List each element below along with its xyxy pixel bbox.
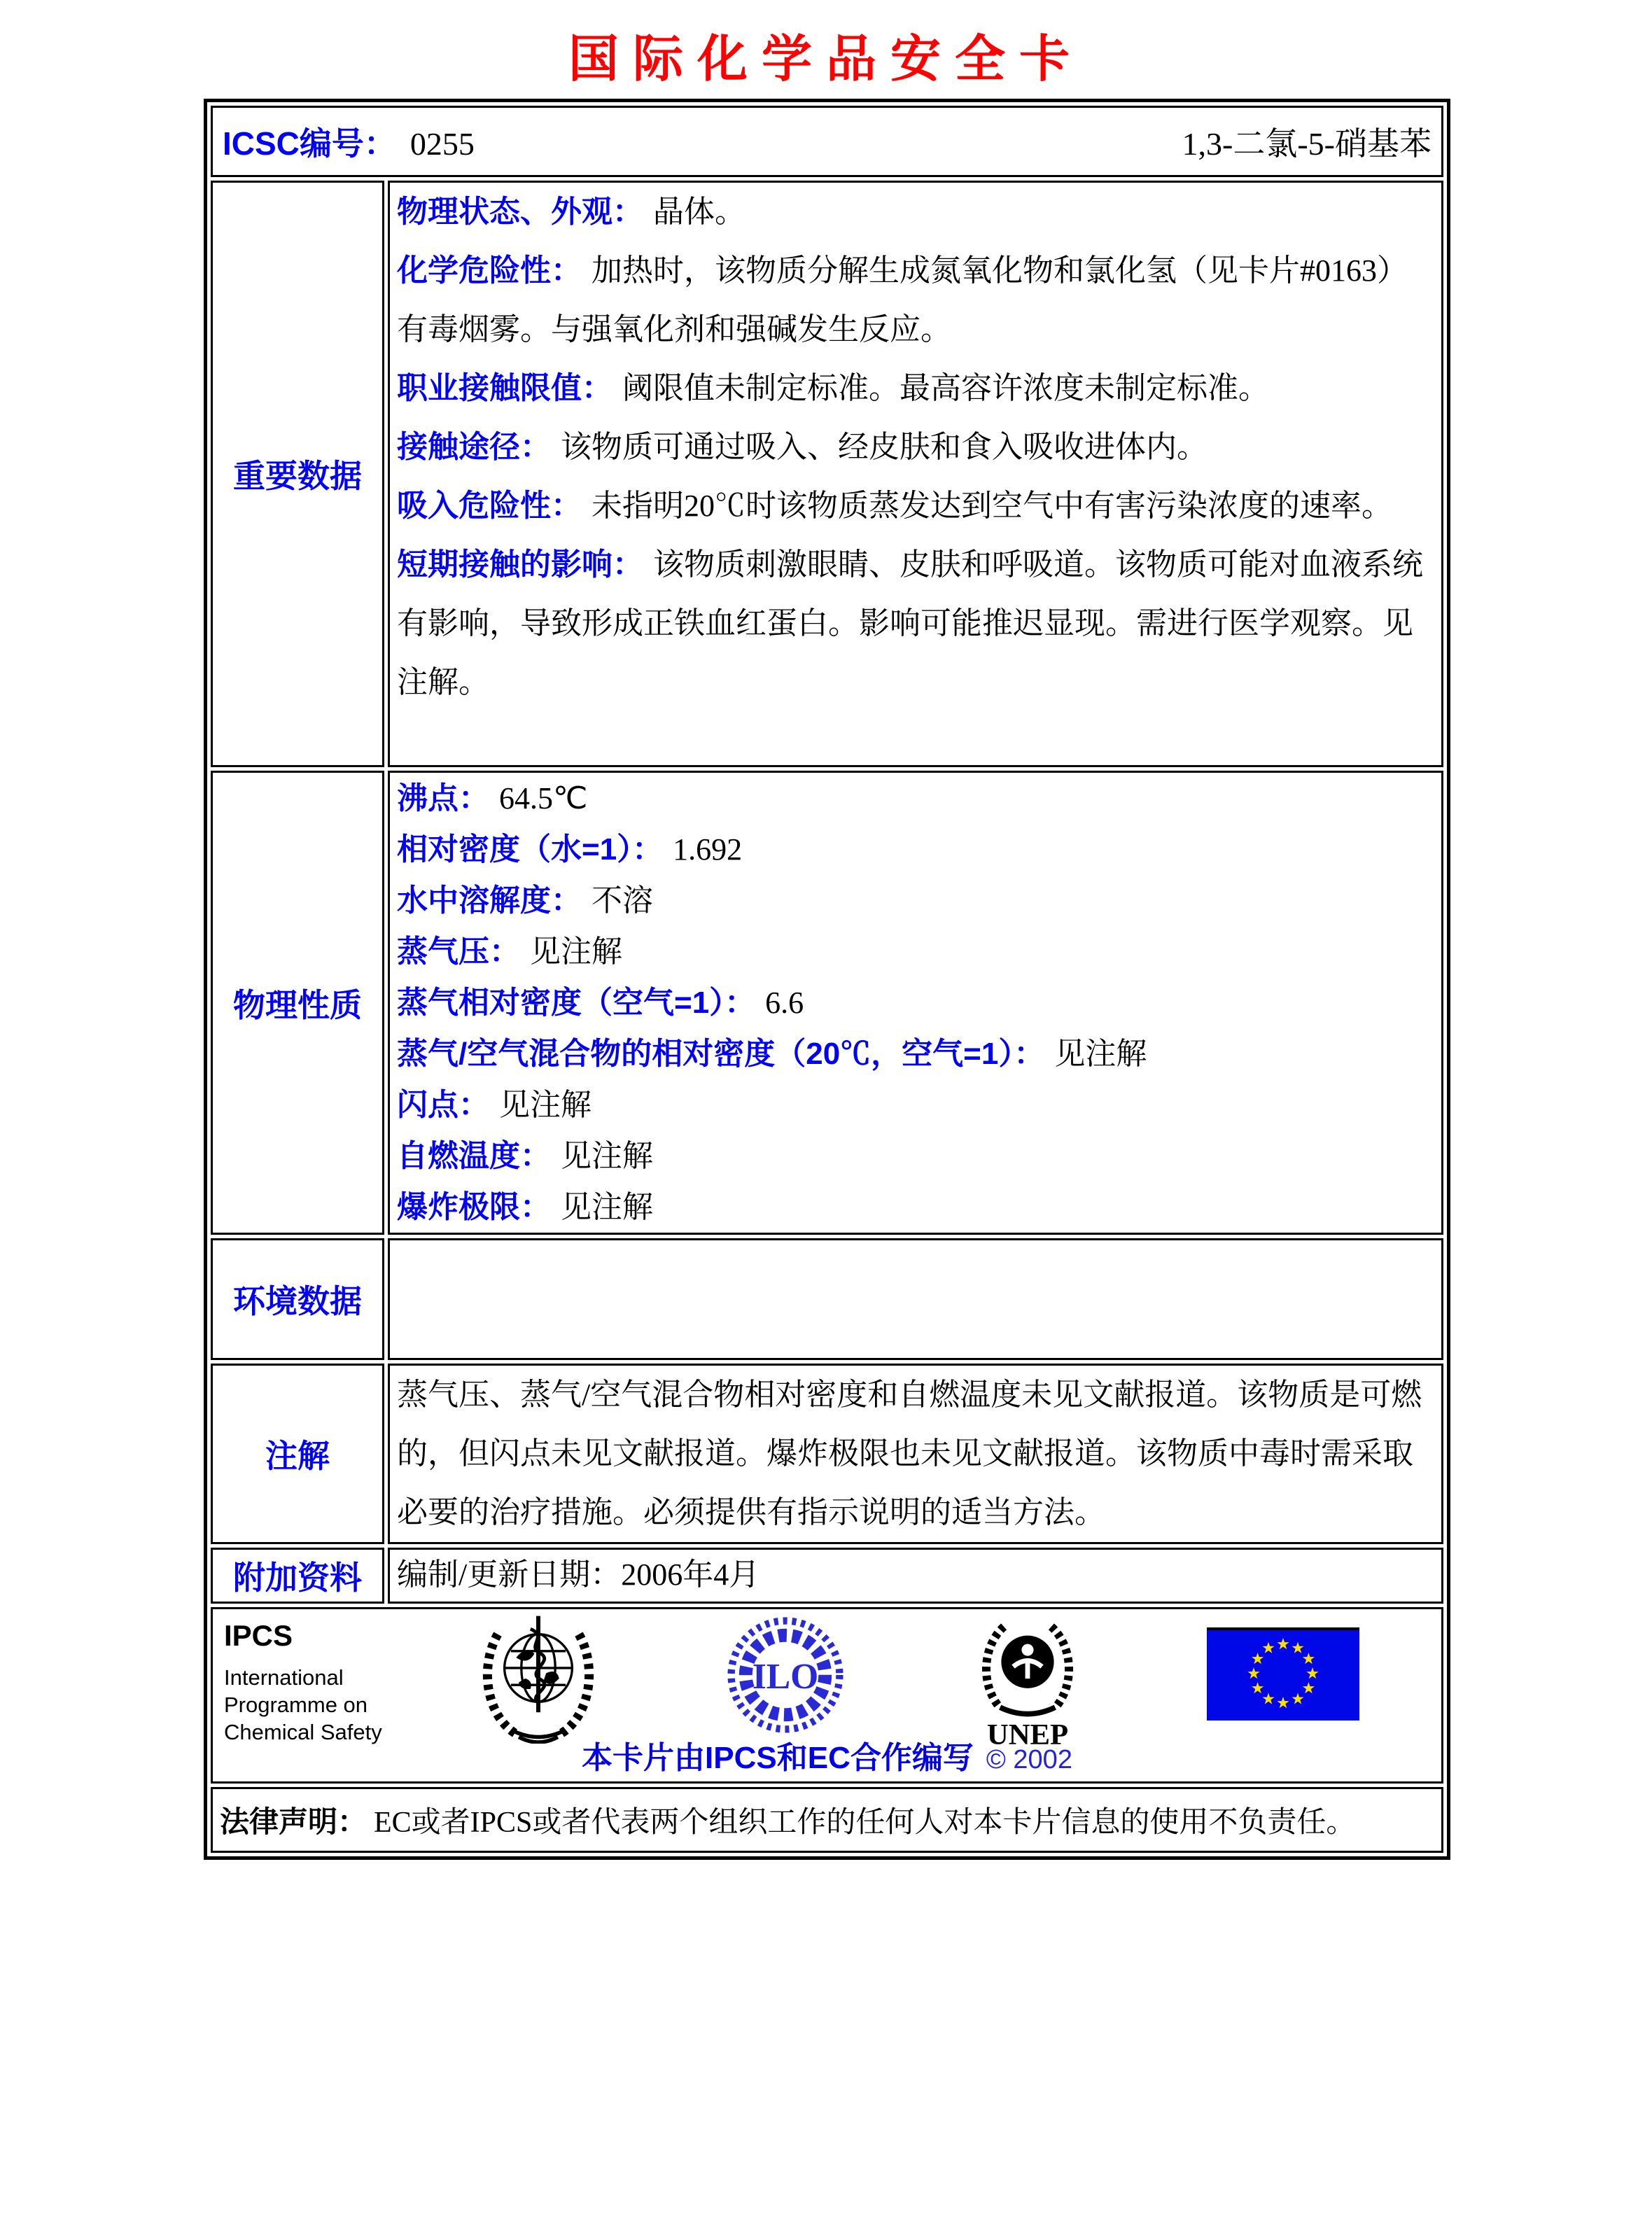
field-vapor-air-mixture-density [397, 1028, 1436, 1079]
environmental-data-content [388, 1238, 1443, 1360]
field-label: 蒸气相对密度（空气=1）： [397, 986, 756, 1020]
field-label: 化学危险性： [397, 253, 582, 288]
legal-row [211, 1787, 1443, 1853]
field-label: 接触途径： [397, 430, 551, 464]
field-value: 64.5℃ [499, 781, 588, 815]
legal-cell [211, 1787, 1443, 1853]
section-label-important-data: 重要数据 [211, 181, 384, 767]
notes-content [388, 1364, 1443, 1544]
important-data-row [211, 181, 1443, 767]
ipcs-acronym: IPCS [224, 1619, 293, 1652]
footer-row [211, 1607, 1443, 1784]
section-label-physical-properties: 物理性质 [211, 771, 384, 1235]
field-label: 物理状态、外观： [397, 195, 643, 229]
field-value: 该物质刺激眼睛、皮肤和呼吸道。该物质可能对血液系统有影响，导致形成正铁血红蛋白。影响可能推迟显现。需进行医学观察。见注解。 [397, 547, 1423, 699]
page-title: 国际化学品安全卡 [568, 31, 1084, 87]
field-label: 水中溶解度： [397, 883, 582, 918]
credit-line [213, 1732, 1441, 1777]
ipcs-text-block [224, 1619, 382, 1746]
ipcs-line-3: Chemical Safety [224, 1720, 382, 1744]
icsc-number-label: ICSC编号： [223, 125, 396, 162]
section-label-environmental-data: 环境数据 [211, 1238, 384, 1360]
field-value: 1.692 [673, 832, 743, 867]
field-value: 见注解 [499, 1088, 592, 1122]
field-relative-density [397, 824, 1436, 875]
credit-text: 本卡片由IPCS和EC合作编写 [582, 1741, 974, 1775]
notes-text: 蒸气压、蒸气/空气混合物相对密度和自燃温度未见文献报道。该物质是可燃的，但闪点未见文献报道。爆炸极限也未见文献报道。该物质中毒时需采取必要的治疗措施。必须提供有指示说明的适当方法。 [397, 1378, 1422, 1529]
field-short-term-effects [397, 535, 1436, 712]
field-boiling-point [397, 773, 1436, 824]
ilo-logo-text: ILO [752, 1656, 819, 1697]
additional-info-row [211, 1548, 1443, 1604]
field-label: 蒸气/空气混合物的相对密度（20℃，空气=1）： [397, 1037, 1045, 1071]
field-value: 该物质可通过吸入、经皮肤和食入吸收进体内。 [561, 430, 1208, 464]
field-label: 沸点： [397, 781, 489, 815]
field-explosive-limits [397, 1182, 1436, 1233]
notes-row [211, 1364, 1443, 1544]
field-label: 职业接触限值： [397, 371, 612, 405]
environmental-data-row [211, 1238, 1443, 1360]
field-vapor-pressure [397, 926, 1436, 977]
field-value: 见注解 [561, 1139, 653, 1173]
field-value: 见注解 [1054, 1037, 1147, 1071]
field-routes-of-exposure [397, 418, 1436, 477]
field-value: 晶体。 [653, 195, 746, 229]
legal-text: EC或者IPCS或者代表两个组织工作的任何人对本卡片信息的使用不负责任。 [374, 1807, 1356, 1839]
header-row [211, 106, 1443, 177]
field-label: 闪点： [397, 1088, 489, 1122]
important-data-content [388, 181, 1443, 767]
field-value: 阈限值未制定标准。最高容许浓度未制定标准。 [622, 371, 1269, 405]
unep-logo-icon [967, 1609, 1088, 1749]
field-chemical-hazard [397, 241, 1436, 359]
field-water-solubility [397, 875, 1436, 926]
ilo-logo-icon [725, 1615, 846, 1735]
header-cell [211, 106, 1443, 177]
field-label: 爆炸极限： [397, 1190, 551, 1224]
field-physical-state [397, 183, 1436, 241]
field-label: 相对密度（水=1）： [397, 832, 664, 867]
field-value: 见注解 [561, 1190, 653, 1224]
field-value: 不溶 [592, 883, 653, 918]
section-label-additional-info: 附加资料 [211, 1548, 384, 1604]
additional-info-content [388, 1548, 1443, 1604]
update-date: 编制/更新日期：2006年4月 [397, 1557, 760, 1592]
field-vapor-relative-density [397, 977, 1436, 1028]
icsc-number-group [223, 118, 475, 164]
field-value: 未指明20℃时该物质蒸发达到空气中有害污染浓度的速率。 [592, 489, 1392, 523]
field-label: 蒸气压： [397, 934, 520, 969]
chemical-name: 1,3-二氯-5-硝基苯 [1182, 126, 1432, 162]
ipcs-line-2: Programme on [224, 1693, 368, 1717]
field-value: 见注解 [530, 934, 622, 969]
who-logo-icon [473, 1611, 603, 1744]
eu-flag-icon [1207, 1627, 1359, 1721]
footer-cell [211, 1607, 1443, 1784]
field-label: 短期接触的影响： [397, 547, 643, 582]
physical-properties-row [211, 771, 1443, 1235]
field-value: 加热时，该物质分解生成氮氧化物和氯化氢（见卡片#0163）有毒烟雾。与强氧化剂和强碱发生反应。 [397, 253, 1408, 346]
physical-properties-content [388, 771, 1443, 1235]
field-occupational-exposure-limits [397, 359, 1436, 418]
field-label: 吸入危险性： [397, 489, 582, 523]
ipcs-line-1: International [224, 1665, 344, 1690]
field-inhalation-risk [397, 477, 1436, 535]
field-flash-point [397, 1079, 1436, 1130]
unep-logo-text: UNEP [986, 1718, 1069, 1749]
field-autoignition-temperature [397, 1130, 1436, 1182]
icsc-number-value: 0255 [410, 126, 475, 162]
legal-label: 法律声明： [220, 1805, 368, 1838]
copyright-text: © 2002 [986, 1745, 1072, 1774]
field-label: 自燃温度： [397, 1139, 551, 1173]
icsc-card-table [204, 99, 1450, 1860]
field-value: 6.6 [765, 986, 804, 1020]
section-label-notes: 注解 [211, 1364, 384, 1544]
